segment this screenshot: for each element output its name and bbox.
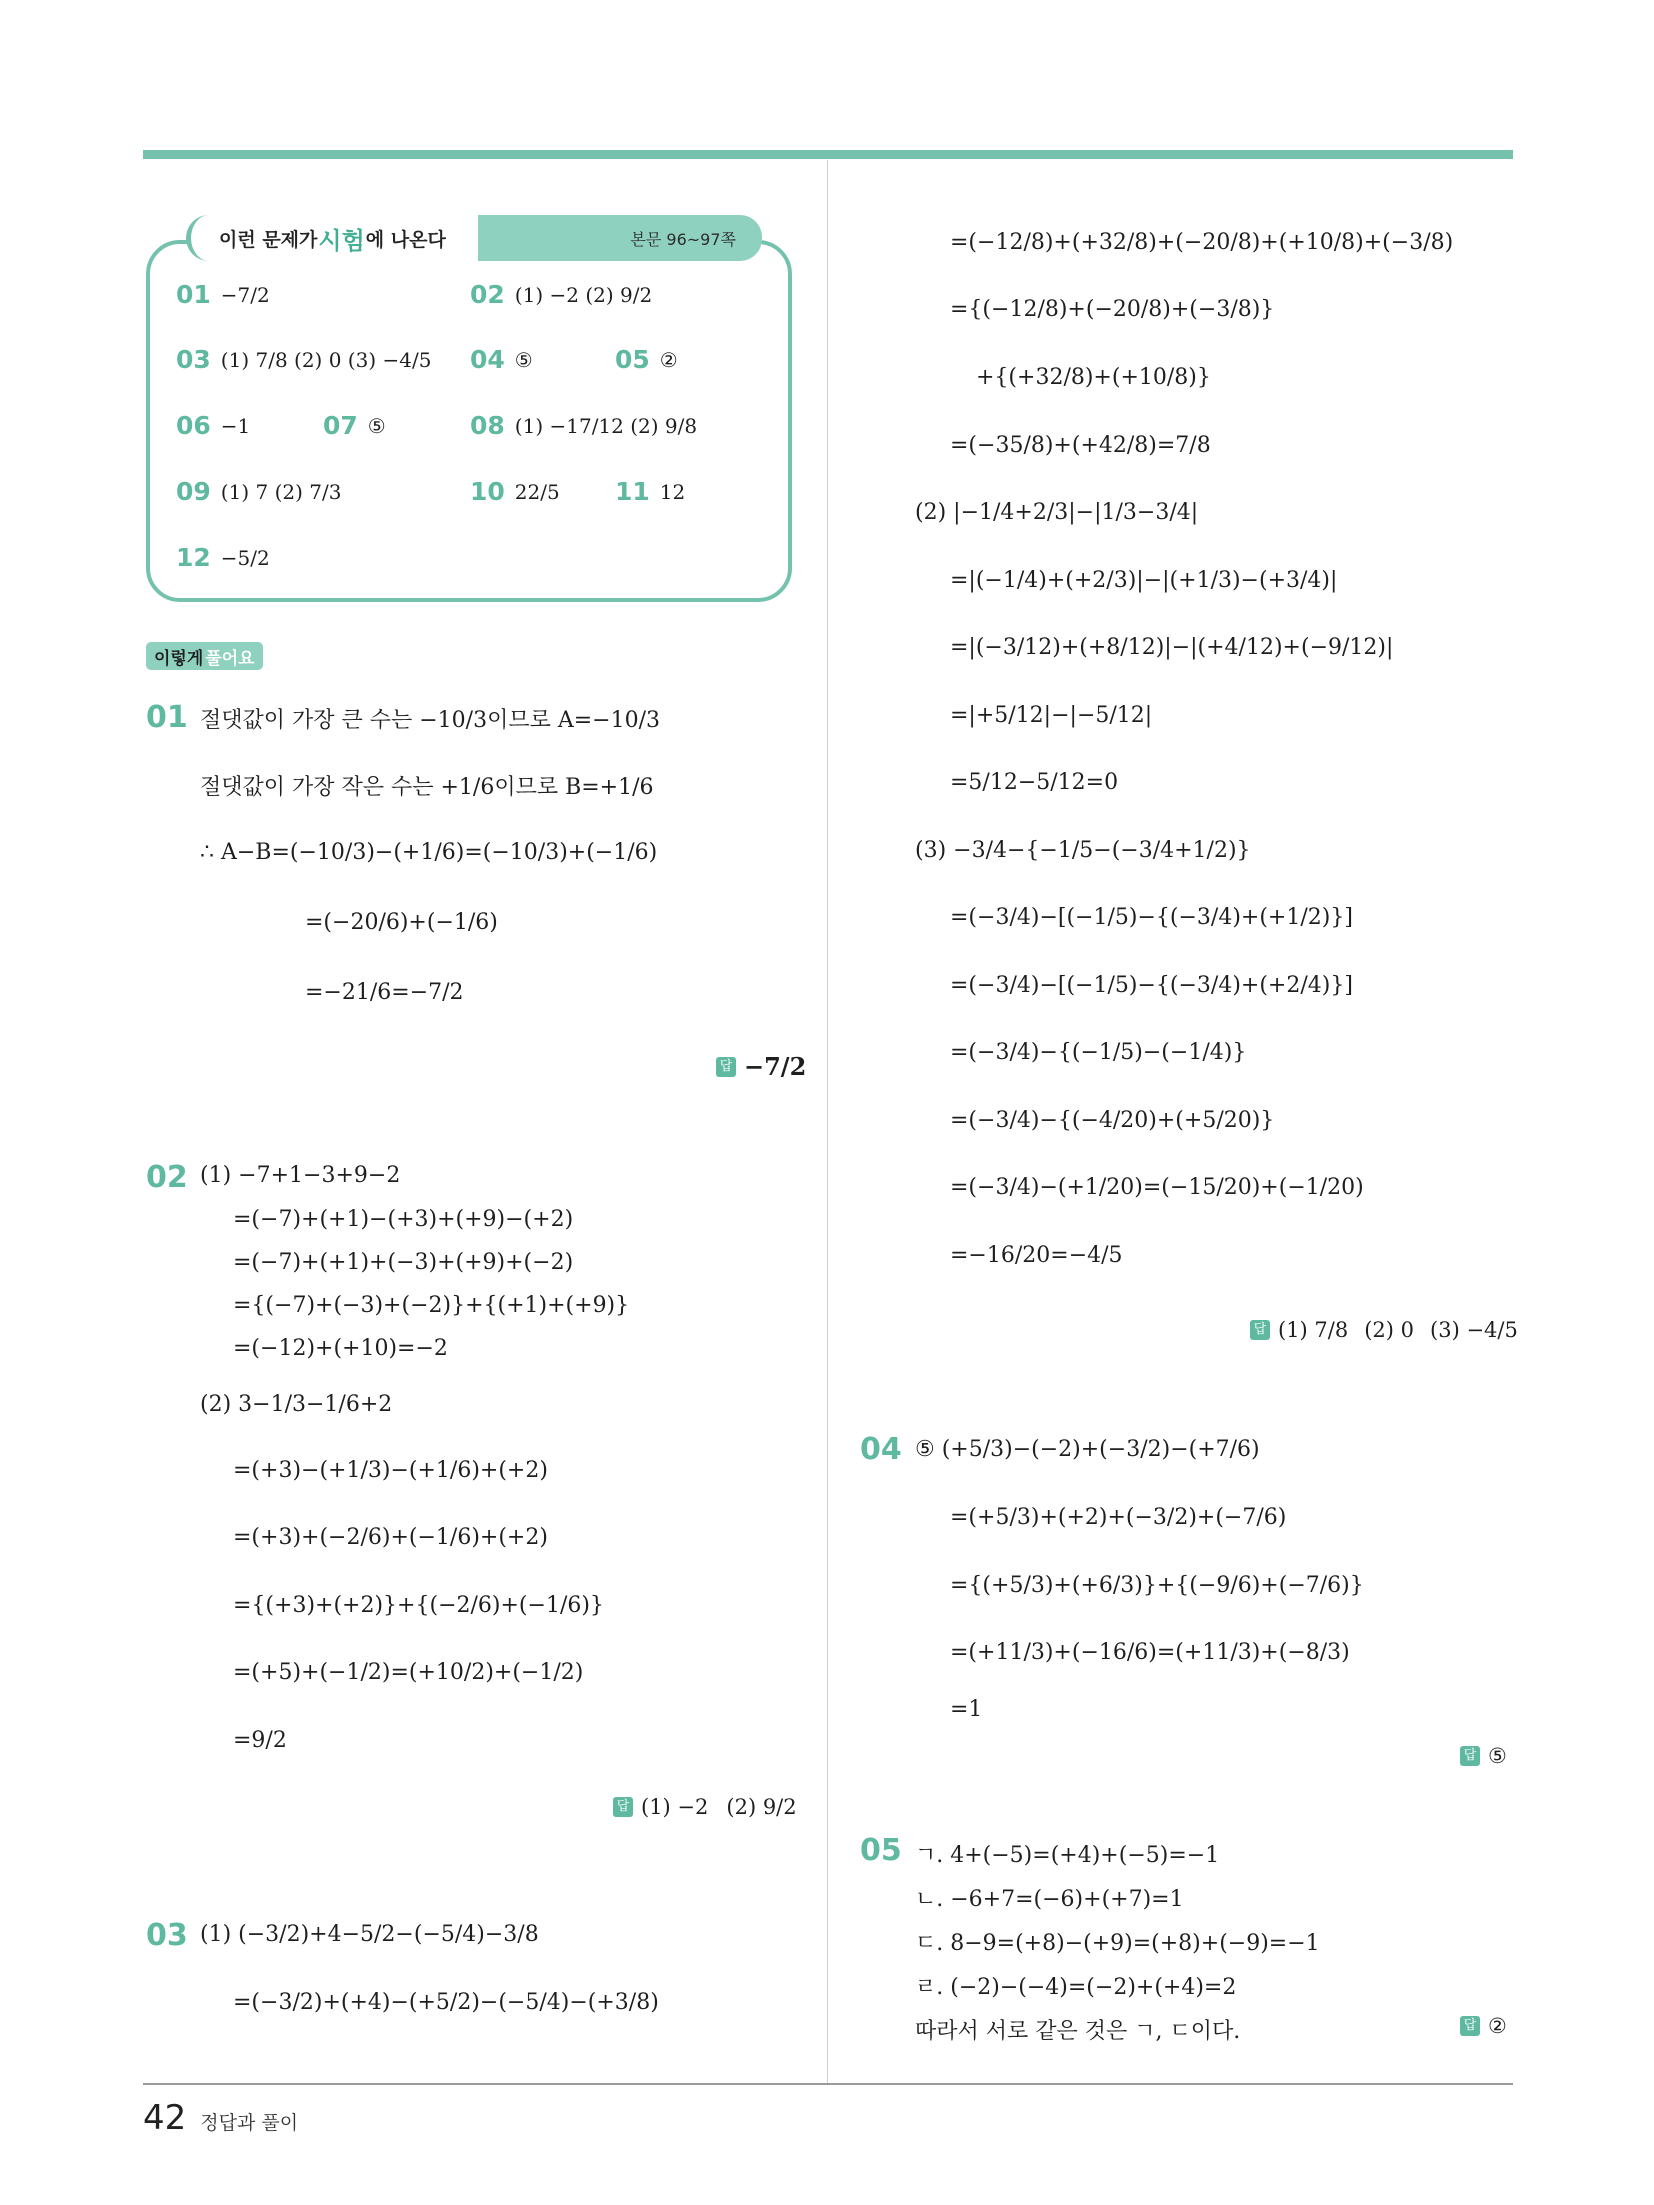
solution-line: =(−3/4)−(+1/20)=(−15/20)+(−1/20) [950,1175,1364,1200]
problem-number: 03 [146,1918,188,1953]
summary-title-highlight: 시험 [318,226,365,255]
problem-number: 04 [860,1432,902,1467]
problem-number: 02 [146,1160,188,1195]
summary-item: 01 −7/2 [176,280,270,309]
problem-number: 01 [146,700,188,735]
solution-line: =|(−1/4)+(+2/3)|−|(+1/3)−(+3/4)| [950,568,1338,593]
summary-item: 04 ⑤ [470,345,533,374]
solution-line: =(−7)+(+1)−(+3)+(+9)−(+2) [233,1207,574,1232]
page-footer [143,2098,298,2138]
solution-line: ㄴ. −6+7=(−6)+(+7)=1 [915,1887,1184,1912]
solution-line: (1) (−3/2)+4−5/2−(−5/4)−3/8 [200,1922,539,1947]
answer-mark-icon: 답 [613,1797,633,1817]
answer: 답 ⑤ [1460,1744,1507,1768]
answer: 답 (1) 7/8 (2) 0 (3) −4/5 [1250,1318,1518,1342]
summary-item: 02 (1) −2 (2) 9/2 [470,280,653,309]
solution-line: ∴ A−B=(−10/3)−(+1/6)=(−10/3)+(−1/6) [200,840,658,865]
summary-item: 06 −1 [176,411,251,440]
answer-mark-icon: 답 [1460,2016,1480,2036]
solution-line: (3) −3/4−{−1/5−(−3/4+1/2)} [915,838,1251,863]
summary-title: 이런 문제가 시험 에 나온다 [186,215,486,261]
problem-number: 05 [860,1833,902,1868]
answer: 답 ② [1460,2014,1507,2038]
column-divider [827,160,828,2083]
solution-line: ={(+3)+(+2)}+{(−2/6)+(−1/6)} [233,1593,604,1618]
solution-line: =(+5)+(−1/2)=(+10/2)+(−1/2) [233,1660,584,1685]
solution-line: =5/12−5/12=0 [950,770,1119,795]
solution-line: =|+5/12|−|−5/12| [950,703,1153,728]
footer-label: 정답과 풀이 [200,2112,299,2134]
solution-line: =(−12/8)+(+32/8)+(−20/8)+(+10/8)+(−3/8) [950,230,1454,255]
answer-mark-icon: 답 [1460,1746,1480,1766]
solution-line: ⑤ (+5/3)−(−2)+(−3/2)−(+7/6) [915,1437,1260,1462]
solution-line: =(+3)+(−2/6)+(−1/6)+(+2) [233,1525,548,1550]
summary-item: 03 (1) 7/8 (2) 0 (3) −4/5 [176,345,432,374]
solution-line: =(−7)+(+1)+(−3)+(+9)+(−2) [233,1250,574,1275]
summary-item: 09 (1) 7 (2) 7/3 [176,477,342,506]
solution-line: =(−20/6)+(−1/6) [305,910,498,935]
solution-line: =(+3)−(+1/3)−(+1/6)+(+2) [233,1458,548,1483]
summary-item: 08 (1) −17/12 (2) 9/8 [470,411,698,440]
answer-mark-icon: 답 [716,1057,736,1077]
solution-line: (1) −7+1−3+9−2 [200,1163,401,1188]
solution-line: =(+11/3)+(−16/6)=(+11/3)+(−8/3) [950,1640,1350,1665]
solution-line: 따라서 서로 같은 것은 ㄱ, ㄷ이다. [915,2019,1241,2044]
solution-line: +{(+32/8)+(+10/8)} [976,365,1211,390]
solution-line: ={(−12/8)+(−20/8)+(−3/8)} [950,297,1275,322]
solution-line: =(−3/2)+(+4)−(+5/2)−(−5/4)−(+3/8) [233,1990,659,2015]
top-rule [143,150,1513,159]
solution-line: ㄹ. (−2)−(−4)=(−2)+(+4)=2 [915,1975,1237,2000]
summary-item: 12 −5/2 [176,543,270,572]
solution-line: =(+5/3)+(+2)+(−3/2)+(−7/6) [950,1505,1287,1530]
answer-mark-icon: 답 [1250,1320,1270,1340]
solution-line: =(−12)+(+10)=−2 [233,1336,448,1361]
solution-line: =(−3/4)−{(−1/5)−(−1/4)} [950,1040,1247,1065]
solution-line: =−16/20=−4/5 [950,1243,1123,1268]
summary-item: 05 ② [615,345,678,374]
solution-line: =9/2 [233,1728,287,1753]
summary-page-ref: 본문 96~97쪽 [478,215,762,261]
solution-line: =|(−3/12)+(+8/12)|−|(+4/12)+(−9/12)| [950,635,1394,660]
solution-line: =1 [950,1697,983,1722]
summary-item: 11 12 [615,477,686,506]
solution-line: =−21/6=−7/2 [305,980,464,1005]
page-number: 42 [143,2098,187,2138]
summary-item: 10 22/5 [470,477,560,506]
answer: 답 (1) −2 (2) 9/2 [613,1795,797,1819]
solution-line: ㄷ. 8−9=(+8)−(+9)=(+8)+(−9)=−1 [915,1931,1320,1956]
bottom-rule [143,2083,1513,2085]
solution-line: =(−3/4)−{(−4/20)+(+5/20)} [950,1108,1275,1133]
solution-line: (2) |−1/4+2/3|−|1/3−3/4| [915,500,1199,525]
solution-line: =(−35/8)+(+42/8)=7/8 [950,433,1211,458]
solution-line: ={(−7)+(−3)+(−2)}+{(+1)+(+9)} [233,1293,630,1318]
summary-item: 07 ⑤ [323,411,386,440]
answer: 답 −7/2 [716,1052,806,1081]
solution-line: 절댓값이 가장 큰 수는 −10/3이므로 A=−10/3 [200,708,660,733]
solution-line: ={(+5/3)+(+6/3)}+{(−9/6)+(−7/6)} [950,1573,1364,1598]
solution-line: ㄱ. 4+(−5)=(+4)+(−5)=−1 [915,1843,1220,1868]
solution-line: 절댓값이 가장 작은 수는 +1/6이므로 B=+1/6 [200,775,654,800]
solution-line: (2) 3−1/3−1/6+2 [200,1392,393,1417]
solution-line: =(−3/4)−[(−1/5)−{(−3/4)+(+2/4)}] [950,973,1353,998]
solution-line: =(−3/4)−[(−1/5)−{(−3/4)+(+1/2)}] [950,905,1353,930]
how-to-solve-badge: 이렇게 풀어요 [146,642,263,670]
